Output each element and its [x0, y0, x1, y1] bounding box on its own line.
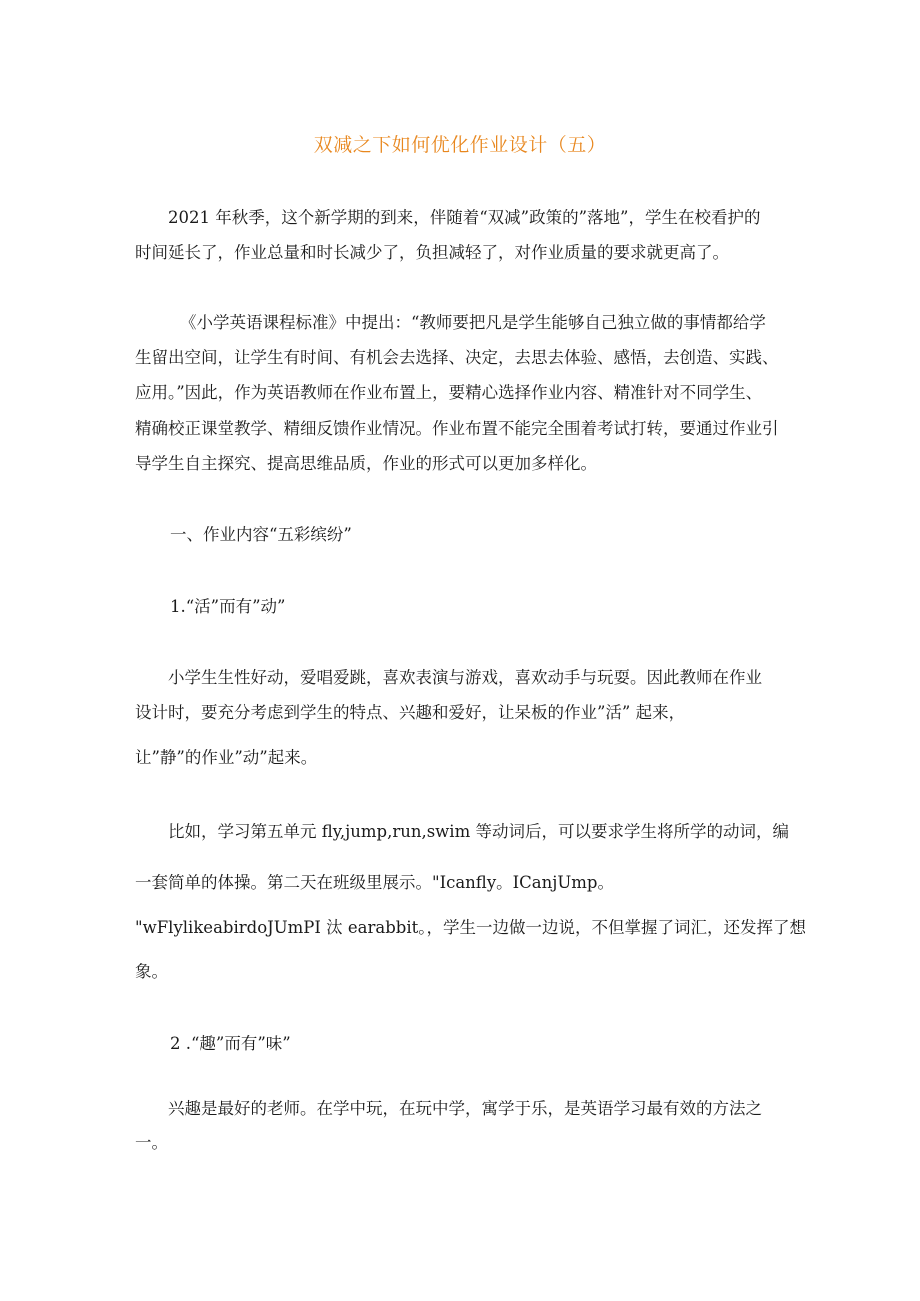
subsection-heading: 1.“活”而有”动”: [170, 597, 286, 616]
paragraph-line: 兴趣是最好的老师。在学中玩，在玩中学，寓学于乐，是英语学习最有效的方法之: [168, 1099, 762, 1118]
paragraph-line: 一。: [135, 1133, 168, 1152]
paragraph-line: 导学生自主探究、提高思维品质，作业的形式可以更加多样化。: [135, 454, 597, 473]
paragraph-line: 一套简单的体操。第二天在班级里展示。"Icanfly。ICanjUmp。: [135, 873, 614, 892]
paragraph-line: 设计时，要充分考虑到学生的特点、兴趣和爱好，让呆板的作业”活” 起来，: [135, 703, 686, 722]
section-heading: 一、作业内容“五彩缤纷”: [170, 525, 352, 544]
paragraph-line: "wFlylikeabirdoJUmPI 汰 earabbit。，学生一边做一边说，不但掌握了词汇，还发挥了想: [135, 918, 807, 937]
page-title: 双减之下如何优化作业设计（五）: [313, 134, 607, 156]
paragraph-line: 小学生生性好动，爱唱爱跳，喜欢表演与游戏，喜欢动手与玩耍。因此教师在作业: [168, 668, 762, 687]
paragraph-line: 精确校正课堂教学、精细反馈作业情况。作业布置不能完全围着考试打转，要通过作业引: [135, 419, 779, 438]
paragraph-line: 时间延长了，作业总量和时长减少了，负担减轻了，对作业质量的要求就更高了。: [135, 243, 729, 262]
paragraph-line: 2021 年秋季，这个新学期的到来，伴随着“双减”政策的”落地”，学生在校看护的: [168, 208, 761, 227]
paragraph-line: 比如，学习第五单元 fly,jump,run,swim 等动词后，可以要求学生将所学的动词，编: [168, 822, 789, 841]
paragraph-line: 应用。”因此，作为英语教师在作业布置上，要精心选择作业内容、精准针对不同学生、: [135, 383, 763, 402]
paragraph-line: 象。: [135, 962, 168, 981]
paragraph-line: 《小学英语课程标准》中提出：“教师要把凡是学生能够自己独立做的事情都给学: [180, 313, 766, 332]
paragraph-line: 让”静”的作业”动”起来。: [135, 748, 318, 767]
paragraph-line: 生留出空间，让学生有时间、有机会去选择、决定，去思去体验、感悟，去创造、实践、: [135, 348, 779, 367]
subsection-heading: 2 .“趣”而有”味”: [170, 1034, 291, 1053]
